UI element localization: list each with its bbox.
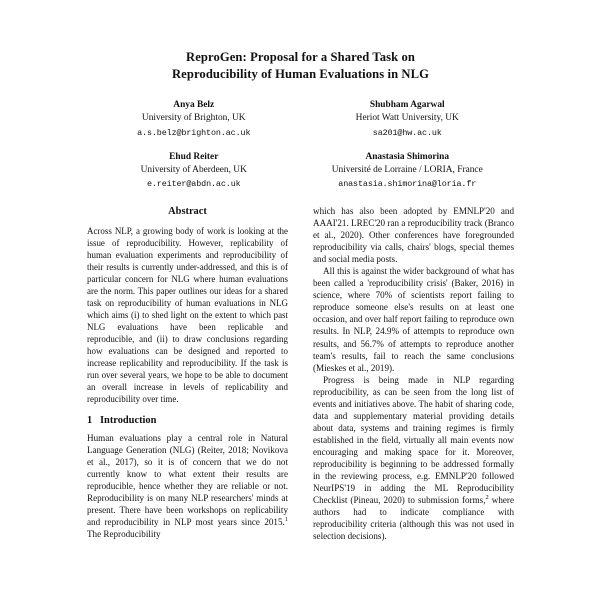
author-email[interactable]: a.s.belz@brighton.ac.uk: [137, 127, 251, 138]
author-block: [87, 99, 514, 191]
right-paragraph-3-part1: Progress is being made in NLP regarding reproducibility, as can be seen from the long list of events and initiatives above. The habit of sharing code, data and supplementary material providing details about data, systems and training regimes is firmly established in the field, virtually all main events now encouraging and making space for it. Moreover, reproducibility is beginning to be addressed formally in the reviewing process, e.g. EMNLP'20 followed NeurIPS'19 in adding the ML Reproducibility Checklist (Pineau, 2020) to submission forms,: [313, 374, 514, 506]
abstract-heading: Abstract: [168, 206, 207, 217]
intro-paragraph-1-text: Human evaluations play a central role in Natural Language Generation (NLG) (Reiter, 2018; Novikova et al., 2017), so it is of concern that we do not currently know to what extent their results are reproducible, hence whether they are reliable or not. Reproducibility is on many NLP researchers' minds at present. There have been workshops on replicability and reproducibility in NLP most years since 2015.: [87, 433, 288, 528]
author-affiliation: University of Aberdeen, UK: [140, 164, 247, 175]
paper-title: [87, 49, 514, 82]
author-name: Shubham Agarwal: [369, 100, 445, 110]
intro-paragraph-1: [87, 432, 288, 540]
author-name: Anya Belz: [173, 100, 215, 110]
abstract-paragraph: Across NLP, a growing body of work is looking at the issue of reproducibility. However, replicability of human evaluation experiments and reproducibility of their results is currently under-addressed, and this is of particular concern for NLG where human evaluations are the norm. This paper outlines our ideas for a shared task on reproducibility of human evaluations in NLG which aims (i) to shed light on the extent to which past NLG evaluations have been replicable and reproducible, and (ii) to draw conclusions regarding how evaluations can be designed and reported to increase replicability and reproducibility. If the task is run over several years, we hope to be able to document an overall increase in levels of replicability and reproducibility over time.: [87, 226, 288, 404]
footnote-marker-2[interactable]: 2: [485, 494, 489, 502]
author-email[interactable]: anastasia.shimorina@loria.fr: [338, 179, 477, 189]
right-column: [313, 205, 514, 542]
paper-title-line-2: Reproducibility of Human Evaluations in NLG: [171, 66, 430, 81]
author-row: [87, 151, 514, 192]
paper-body: [87, 0, 514, 542]
author-email[interactable]: e.reiter@abdn.ac.uk: [146, 179, 241, 189]
abstract-body: [87, 225, 288, 405]
section-number: 1: [87, 415, 93, 426]
right-paragraph-3-part2: where authors had to indicate compliance with reproducibility criteria (although this was not used in selection decisions).: [313, 495, 514, 542]
author-affiliation: Heriot Watt University, UK: [355, 113, 459, 123]
author-affiliation: University of Brighton, UK: [141, 113, 246, 123]
right-paragraph-3: [313, 374, 514, 543]
author-name: Anastasia Shimorina: [365, 151, 450, 162]
author-entry: [301, 99, 515, 140]
right-paragraph-2: All this is against the wider background of what has been called a 'reproducibility crisis' (Baker, 2016) in science, where 70% of scientists report failing to reproduce someone else's results on at least one occasion, and over half report failing to reproduce own results. In NLP, 24.9% of attempts to reproduce own results, and 56.7% of attempts to reproduce another team's results, fail to reach the same conclusions (Mieskes et al., 2019).: [313, 266, 514, 373]
right-paragraph-continued: which has also been adopted by EMNLP'20 and AAAI'21. LREC'20 ran a reproducibility track (Branco et al., 2020). Other conferences have foregrounded reproducibility via calls, chairs' blogs, special themes and social media posts.: [313, 206, 514, 265]
author-entry: [87, 151, 301, 192]
author-name: Ehud Reiter: [169, 151, 219, 162]
intro-paragraph-1-cont: The Reproducibility: [87, 529, 161, 540]
author-email[interactable]: sa201@hw.ac.uk: [372, 127, 442, 138]
section-heading-introduction: [87, 414, 288, 428]
author-affiliation: Université de Lorraine / LORIA, France: [331, 164, 483, 175]
section-title: Introduction: [100, 415, 157, 426]
two-column-body: [87, 205, 514, 542]
left-column: [87, 205, 288, 542]
author-entry: [87, 99, 301, 140]
footnote-marker-1[interactable]: 1: [284, 516, 288, 524]
paper-title-line-1: ReproGen: Proposal for a Shared Task on: [186, 50, 415, 64]
author-entry: [301, 151, 515, 192]
author-row: [87, 99, 514, 140]
